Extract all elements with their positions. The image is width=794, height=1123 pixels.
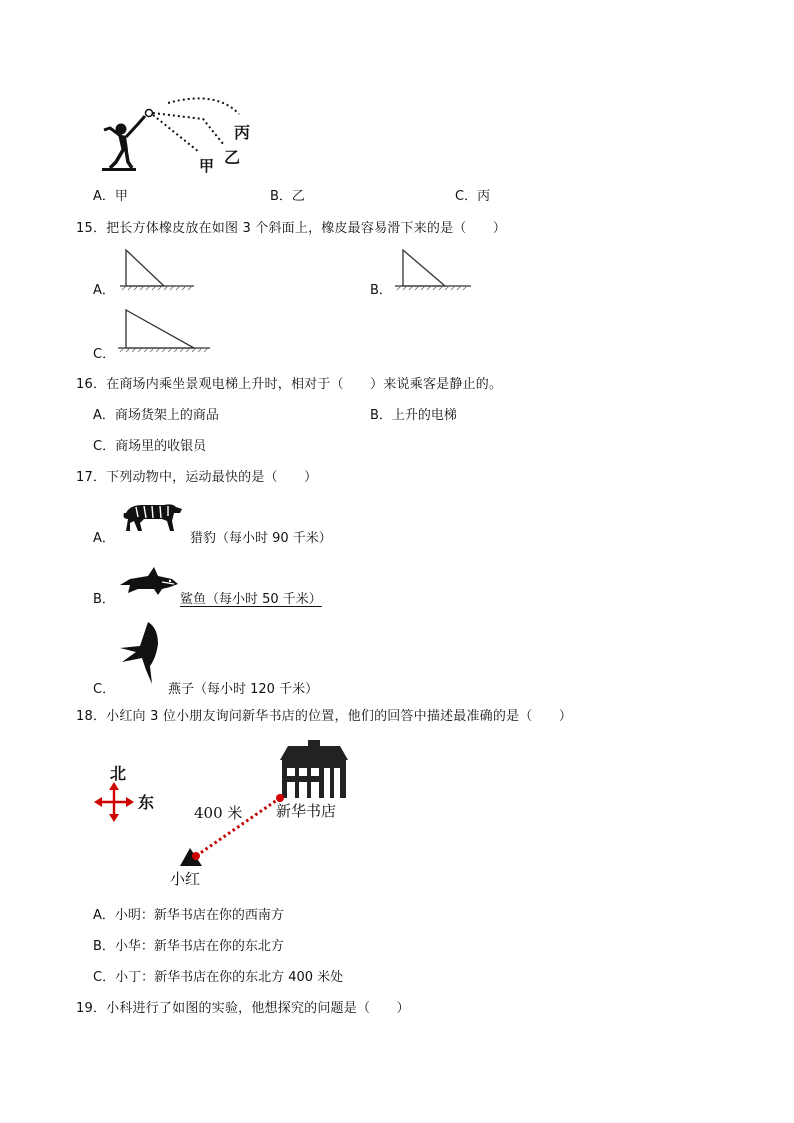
q16-option-c[interactable]: C．商场里的收银员 [93,439,207,454]
q18-stem: 18．小红向 3 位小朋友询问新华书店的位置，他们的回答中描述最准确的是（ ） [76,709,573,724]
ball-icon [146,110,153,117]
q14-option-b[interactable]: B．乙 [270,189,305,204]
route-figure [170,790,300,870]
q15-option-b[interactable]: B． [370,283,392,298]
xiaohong-label: 小红 [170,870,201,888]
bookstore-label: 新华书店 [276,802,337,820]
q17-option-b-letter[interactable]: B． [93,592,115,607]
compass-east-label: 东 [138,793,155,812]
q19-stem: 19．小科进行了如图的实验，他想探究的问题是（ ） [76,1001,410,1016]
q15-stem: 15．把长方体橡皮放在如图 3 个斜面上，橡皮最容易滑下来的是（ ） [76,221,507,236]
slope-c-figure [118,306,214,356]
route-line [196,798,280,856]
q16-stem: 16．在商场内乘坐景观电梯上升时，相对于（ ）来说乘客是静止的。 [76,377,503,392]
label-bing: 丙 [234,123,251,142]
cheetah-icon [120,497,184,537]
q15-option-a[interactable]: A． [93,283,115,298]
slope-a-figure [120,246,200,292]
store-point [276,794,284,802]
q16-option-a[interactable]: A．商场货架上的商品 [93,408,219,423]
q18-option-b[interactable]: B．小华：新华书店在你的东北方 [93,939,284,954]
trajectory-jia [153,115,199,152]
shark-icon [118,565,180,601]
trajectory-yi [153,113,224,145]
thrower-icon [102,116,145,171]
trajectory-bing [168,98,239,114]
xiaohong-point [192,852,200,860]
q17-option-b-text: 鲨鱼（每小时 50 千米） [180,592,322,607]
label-jia: 甲 [199,157,215,175]
q17-option-c-text: 燕子（每小时 120 千米） [168,682,319,697]
q18-option-c[interactable]: C．小丁：新华书店在你的东北方 400 米处 [93,970,344,985]
q17-option-a-text: 猎豹（每小时 90 千米） [190,531,332,546]
q14-option-c[interactable]: C．丙 [455,189,491,204]
q17-option-a-letter[interactable]: A． [93,531,115,546]
q18-option-a[interactable]: A．小明：新华书店在你的西南方 [93,908,284,923]
q14-option-a[interactable]: A．甲 [93,189,128,204]
swallow-icon [118,618,170,690]
q17-stem: 17．下列动物中，运动最快的是（ ） [76,470,318,485]
slope-b-figure [395,246,475,292]
q17-option-c-letter[interactable]: C． [93,682,116,697]
compass-arrows-icon [94,782,134,822]
compass-north-label: 北 [110,764,127,783]
label-yi: 乙 [224,148,241,167]
distance-label: 400 米 [194,804,243,822]
q16-option-b[interactable]: B．上升的电梯 [370,408,457,423]
q15-option-c[interactable]: C． [93,347,116,362]
